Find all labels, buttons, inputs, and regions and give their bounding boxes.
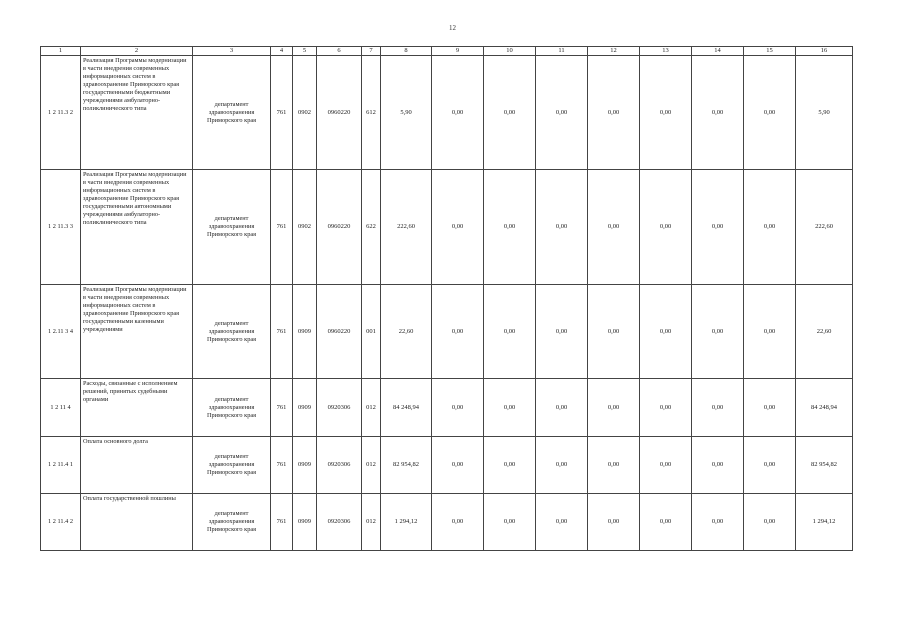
cell-c15: 0,00 (744, 170, 796, 285)
row-code: 1 2 11.3 2 (41, 56, 81, 170)
row-department: департамент здравоохранения Приморского края (193, 494, 271, 551)
cell-c16: 84 248,94 (796, 379, 853, 437)
column-header: 14 (692, 47, 744, 56)
cell-c8: 5,90 (381, 56, 432, 170)
cell-c16: 22,60 (796, 285, 853, 379)
cell-c10: 0,00 (484, 56, 536, 170)
cell-c7: 012 (362, 379, 381, 437)
cell-c14: 0,00 (692, 494, 744, 551)
cell-c15: 0,00 (744, 285, 796, 379)
cell-c7: 612 (362, 56, 381, 170)
cell-c9: 0,00 (432, 56, 484, 170)
cell-c7: 012 (362, 437, 381, 494)
cell-c8: 22,60 (381, 285, 432, 379)
cell-c9: 0,00 (432, 494, 484, 551)
cell-c4: 761 (271, 285, 293, 379)
column-header: 16 (796, 47, 853, 56)
row-department: департамент здравоохранения Приморского края (193, 56, 271, 170)
column-header: 13 (640, 47, 692, 56)
row-code: 1 2.11 3 4 (41, 285, 81, 379)
cell-c7: 622 (362, 170, 381, 285)
cell-c15: 0,00 (744, 437, 796, 494)
cell-c10: 0,00 (484, 494, 536, 551)
cell-c14: 0,00 (692, 379, 744, 437)
cell-c9: 0,00 (432, 379, 484, 437)
table-row (41, 494, 853, 551)
cell-c6: 0920306 (317, 494, 362, 551)
cell-c11: 0,00 (536, 437, 588, 494)
column-header: 1 (41, 47, 81, 56)
cell-c16: 5,90 (796, 56, 853, 170)
cell-c5: 0902 (293, 56, 317, 170)
cell-c11: 0,00 (536, 285, 588, 379)
row-department: департамент здравоохранения Приморского края (193, 379, 271, 437)
cell-c9: 0,00 (432, 285, 484, 379)
cell-c4: 761 (271, 437, 293, 494)
cell-c6: 0960220 (317, 285, 362, 379)
column-header: 4 (271, 47, 293, 56)
cell-c14: 0,00 (692, 285, 744, 379)
page-number: 12 (449, 24, 456, 32)
cell-c5: 0902 (293, 170, 317, 285)
cell-c13: 0,00 (640, 285, 692, 379)
cell-c5: 0909 (293, 285, 317, 379)
column-header: 2 (81, 47, 193, 56)
cell-c5: 0909 (293, 437, 317, 494)
cell-c6: 0920306 (317, 379, 362, 437)
cell-c10: 0,00 (484, 379, 536, 437)
cell-c12: 0,00 (588, 379, 640, 437)
cell-c14: 0,00 (692, 437, 744, 494)
cell-c4: 761 (271, 170, 293, 285)
cell-c13: 0,00 (640, 437, 692, 494)
cell-c8: 222,60 (381, 170, 432, 285)
cell-c5: 0909 (293, 379, 317, 437)
cell-c11: 0,00 (536, 494, 588, 551)
cell-c4: 761 (271, 379, 293, 437)
column-number-header (41, 47, 853, 56)
column-header: 3 (193, 47, 271, 56)
column-header: 6 (317, 47, 362, 56)
column-header: 11 (536, 47, 588, 56)
cell-c8: 1 294,12 (381, 494, 432, 551)
row-name: Реализация Программы модернизации в части внедрения современных информационных систем в здравоохранение Приморского края государственными бюджетными учреждениями амбулаторно-поликлинического типа (81, 56, 193, 170)
cell-c8: 84 248,94 (381, 379, 432, 437)
cell-c14: 0,00 (692, 170, 744, 285)
cell-c16: 222,60 (796, 170, 853, 285)
cell-c7: 001 (362, 285, 381, 379)
cell-c11: 0,00 (536, 170, 588, 285)
cell-c11: 0,00 (536, 56, 588, 170)
row-department: департамент здравоохранения Приморского края (193, 437, 271, 494)
cell-c15: 0,00 (744, 56, 796, 170)
column-header: 15 (744, 47, 796, 56)
row-code: 1 2 11.4 1 (41, 437, 81, 494)
cell-c9: 0,00 (432, 170, 484, 285)
cell-c8: 82 954,82 (381, 437, 432, 494)
budget-table (40, 46, 853, 551)
cell-c14: 0,00 (692, 56, 744, 170)
cell-c12: 0,00 (588, 56, 640, 170)
row-code: 1 2 11.3 3 (41, 170, 81, 285)
cell-c4: 761 (271, 56, 293, 170)
cell-c16: 1 294,12 (796, 494, 853, 551)
row-name: Реализация Программы модернизации в части внедрения современных информационных систем в здравоохранение Приморского края государственными автономными учреждениями амбулаторно-поликлинического типа (81, 170, 193, 285)
cell-c13: 0,00 (640, 56, 692, 170)
row-department: департамент здравоохранения Приморского края (193, 285, 271, 379)
column-header: 5 (293, 47, 317, 56)
cell-c16: 82 954,82 (796, 437, 853, 494)
table-row (41, 170, 853, 285)
cell-c10: 0,00 (484, 285, 536, 379)
cell-c13: 0,00 (640, 494, 692, 551)
row-code: 1 2 11 4 (41, 379, 81, 437)
row-name: Оплата государственной пошлины (81, 494, 193, 551)
row-name: Оплата основного долга (81, 437, 193, 494)
cell-c13: 0,00 (640, 379, 692, 437)
cell-c6: 0960220 (317, 56, 362, 170)
cell-c12: 0,00 (588, 170, 640, 285)
table-row (41, 56, 853, 170)
cell-c5: 0909 (293, 494, 317, 551)
table-row (41, 437, 853, 494)
cell-c6: 0920306 (317, 437, 362, 494)
table-row (41, 285, 853, 379)
cell-c6: 0960220 (317, 170, 362, 285)
cell-c4: 761 (271, 494, 293, 551)
column-header: 10 (484, 47, 536, 56)
row-name: Реализация Программы модернизации в части внедрения современных информационных систем в здравоохранение Приморского края государственными казенными учреждениями (81, 285, 193, 379)
row-code: 1 2 11.4 2 (41, 494, 81, 551)
row-department: департамент здравоохранения Приморского края (193, 170, 271, 285)
cell-c12: 0,00 (588, 437, 640, 494)
table-row (41, 379, 853, 437)
cell-c11: 0,00 (536, 379, 588, 437)
cell-c12: 0,00 (588, 285, 640, 379)
cell-c10: 0,00 (484, 170, 536, 285)
column-header: 8 (381, 47, 432, 56)
column-header: 7 (362, 47, 381, 56)
row-name: Расходы, связанные с исполнением решений, принятых судебными органами (81, 379, 193, 437)
cell-c12: 0,00 (588, 494, 640, 551)
cell-c7: 012 (362, 494, 381, 551)
cell-c9: 0,00 (432, 437, 484, 494)
cell-c15: 0,00 (744, 494, 796, 551)
column-header: 9 (432, 47, 484, 56)
cell-c15: 0,00 (744, 379, 796, 437)
cell-c13: 0,00 (640, 170, 692, 285)
cell-c10: 0,00 (484, 437, 536, 494)
column-header: 12 (588, 47, 640, 56)
